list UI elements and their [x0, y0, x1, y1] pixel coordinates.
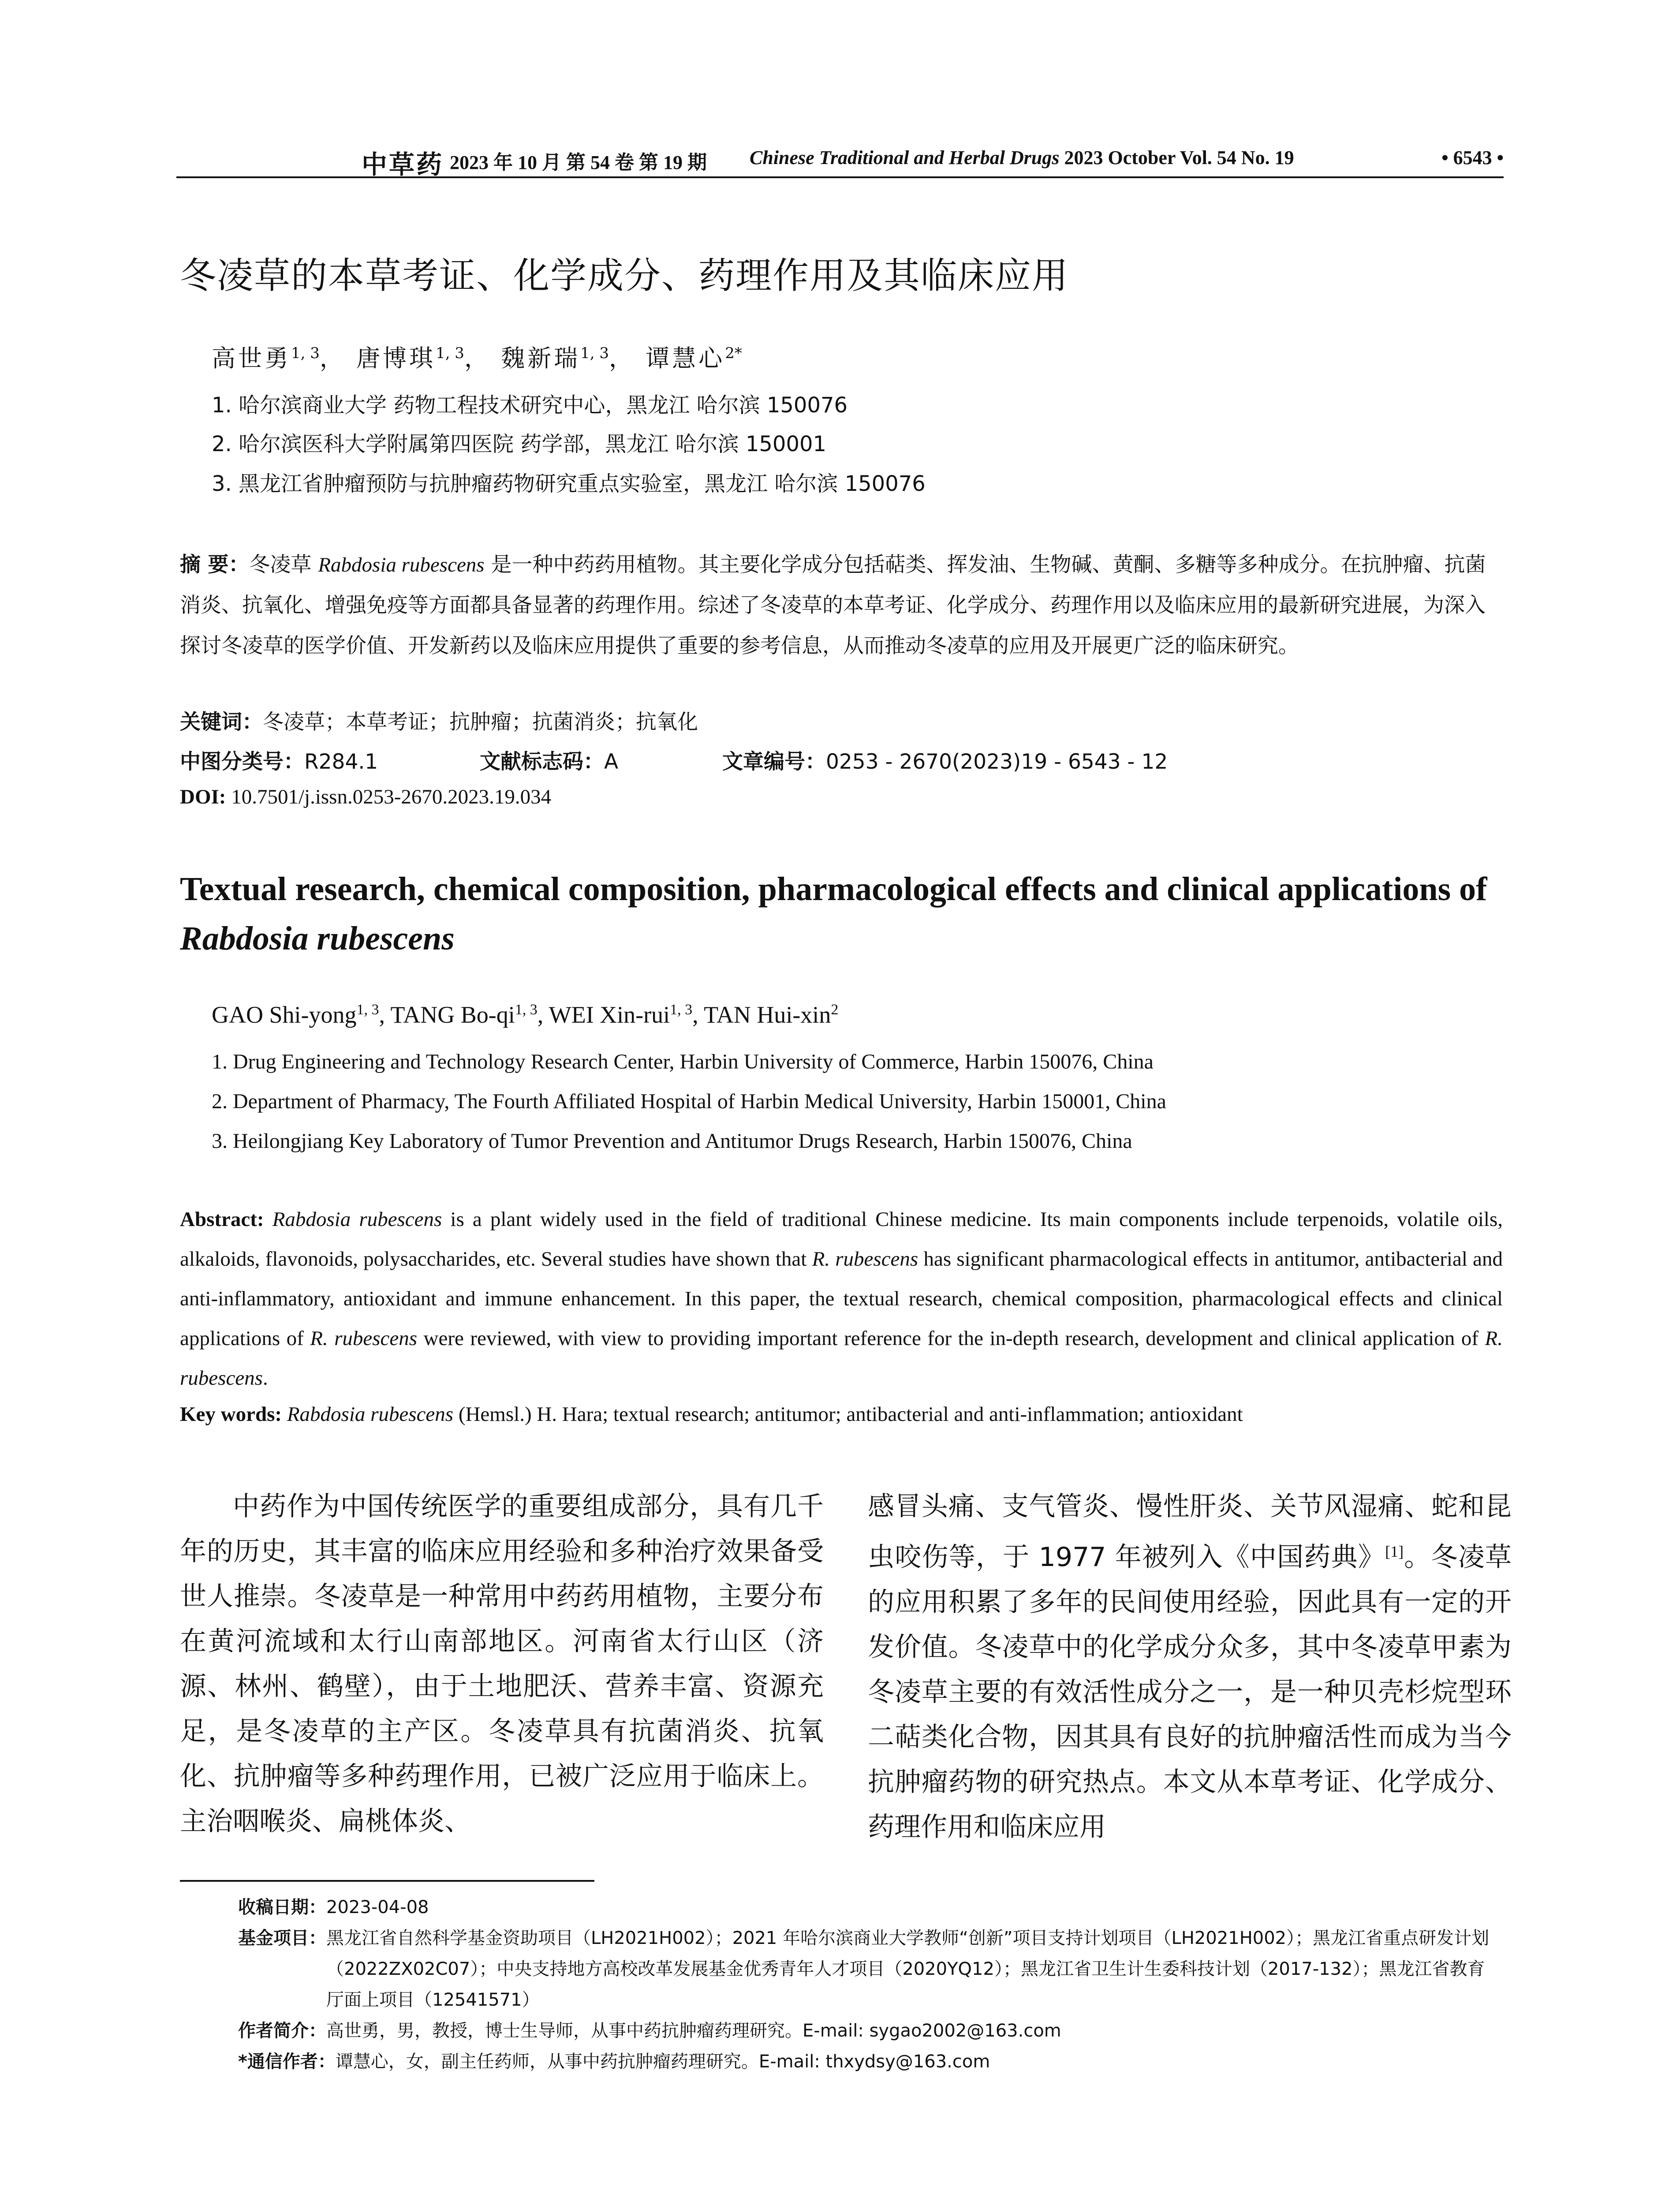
abstract-segment: is a plant widely used in the field of traditional Chinese medicine. Its main components include terpenoids, volatile oils, alkaloids, flavonoids, polysaccharides, etc. Several studies have shown that — [180, 1208, 1503, 1271]
abstract-label-cn: 摘 要： — [180, 553, 250, 577]
affiliation-en: 1. Drug Engineering and Technology Research Center, Harbin University of Commerce, Harbin 150076, China — [212, 1050, 1154, 1073]
page-number: • 6543 • — [1441, 147, 1504, 168]
footnote-author: 作者简介：高世勇，男，教授，博士生导师，从事中药抗肿瘤药理研究。E-mail: sygao2002@163.com — [238, 2021, 1061, 2041]
keywords-text-en: (Hemsl.) H. Hara; textual research; antitumor; antibacterial and anti-inflammation; antioxidant — [453, 1403, 1243, 1426]
latin-name: Rabdosia rubescens — [180, 920, 455, 957]
keywords-label-cn: 关键词： — [180, 710, 263, 734]
keywords-text: 冬凌草；本草考证；抗肿瘤；抗菌消炎；抗氧化 — [263, 710, 698, 734]
running-header — [176, 140, 1504, 179]
affiliation-cn: 2. 哈尔滨医科大学附属第四医院 药学部，黑龙江 哈尔滨 150001 — [212, 432, 827, 456]
keywords-cn — [180, 706, 698, 735]
abstract-text-en — [180, 1208, 1503, 1390]
abstract-segment: has significant pharmacological effects in antitumor, antibacterial and anti-inflammatory, antioxidant and immune enhancement. In this paper, the textual research, chemical composition, pharmacological effects and clinical applications of — [180, 1248, 1503, 1350]
abstract-segment: . — [262, 1367, 268, 1390]
issue-en: 2023 October Vol. 54 No. 19 — [1064, 147, 1294, 168]
latin-name: R. rubescens — [812, 1248, 918, 1271]
affiliation-cn: 3. 黑龙江省肿瘤预防与抗肿瘤药物研究重点实验室，黑龙江 哈尔滨 150076 — [212, 471, 926, 496]
issue-cn: 2023 年 10 月 第 54 卷 第 19 期 — [450, 152, 707, 173]
abstract-text: 是一种中药药用植物。其主要化学成分包括萜类、挥发油、生物碱、黄酮、多糖等多种成分。在抗肿瘤、抗菌消炎、抗氧化、增强免疫等方面都具备显著的药理作用。综述了冬凌草的本草考证、化学成分、药理作用以及临床应用的最新研究进展，为深入探讨冬凌草的医学价值、开发新药以及临床应用提供了重要的参考信息，从而推动冬凌草的应用及开展更广泛的临床研究。 — [180, 553, 1486, 658]
latin-name: Rabdosia rubescens — [287, 1403, 454, 1426]
author-cn: 魏新瑞 — [501, 344, 581, 372]
keywords-en — [180, 1402, 1503, 1426]
author-sup: 1, 3 — [436, 344, 464, 362]
latin-name: Rabdosia rubescens — [318, 553, 485, 576]
footnote-rule — [180, 1880, 594, 1882]
author-sup: 1, 3 — [291, 344, 320, 362]
clc: 中图分类号：R284.1 — [180, 750, 378, 774]
abstract-segment: were reviewed, with view to providing important reference for the in-depth research, development and clinical application of — [417, 1327, 1485, 1350]
author-cn: 唐博琪 — [356, 344, 436, 372]
body-column-right: 感冒头痛、支气管炎、慢性肝炎、关节风湿痛、蛇和昆虫咬伤等，于 1977 年被列入《中国药典》[1]。冬凌草的应用积累了多年的民间使用经验，因此具有一定的开发价值。冬凌草中的化学成分众多，其中冬凌草甲素为冬凌草主要的有效活性成分之一，是一种贝壳杉烷型环二萜类化合物，因其具有良好的抗肿瘤活性而成为当今抗肿瘤药物的研究热点。本文从本草考证、化学成分、药理作用和临床应用 — [868, 1491, 1512, 1842]
doi-label: DOI: — [180, 785, 226, 808]
doi — [180, 785, 551, 809]
footnote-corresponding: *通信作者：谭慧心，女，副主任药师，从事中药抗肿瘤药理研究。E-mail: thxydsy@163.com — [238, 2052, 990, 2072]
doi-link[interactable]: 10.7501/j.issn.0253-2670.2023.19.034 — [226, 785, 552, 808]
abstract-text: 冬凌草 — [249, 553, 318, 577]
abstract-en — [180, 1200, 1503, 1398]
footnote-received: 收稿日期：2023-04-08 — [238, 1897, 429, 1917]
affiliation-cn: 1. 哈尔滨商业大学 药物工程技术研究中心，黑龙江 哈尔滨 150076 — [212, 393, 848, 418]
footnote-fund: 基金项目：黑龙江省自然科学基金资助项目（LH2021H002）；2021 年哈尔滨商业大学教师“创新”项目支持计划项目（LH2021H002）；黑龙江省重点研发计划（2022ZX02C07）；中央支持地方高校改革发展基金优秀青年人才项目（2020YQ12）；黑龙江省卫生计生委科技计划（2017-132）；黑龙江省教育厅面上项目（12541571） — [238, 1928, 1490, 2010]
keywords-label-en: Key words: — [180, 1403, 282, 1426]
author-cn: 高世勇 — [212, 344, 291, 372]
journal-name-en: Chinese Traditional and Herbal Drugs 2023 October Vol. 54 No. 19 — [750, 147, 1294, 168]
author-cn: 谭慧心 — [646, 344, 725, 372]
affiliation-en: 2. Department of Pharmacy, The Fourth Affiliated Hospital of Harbin Medical University, Harbin 150001, China — [212, 1090, 1166, 1113]
abstract-label-en: Abstract: — [180, 1208, 264, 1231]
reference-link[interactable]: [1] — [1385, 1543, 1404, 1560]
latin-name: R. rubescens — [310, 1327, 418, 1350]
authors-cn: 高世勇$^{1, 3}$， 唐博琪$^{1, 3}$， 魏新瑞$^{1, 3}$， 谭慧心$^{2*}$ — [212, 344, 742, 372]
author-sup: 2* — [725, 344, 742, 362]
article-number: 文章编号：0253 - 2670(2023)19 - 6543 - 12 — [722, 750, 1168, 774]
latin-name: R. rubescens — [180, 1327, 1503, 1390]
author-sup: 1, 3 — [580, 344, 609, 362]
doc-code: 文献标志码：A — [480, 750, 619, 774]
body-column-left: 中药作为中国传统医学的重要组成部分，具有几千年的历史，其丰富的临床应用经验和多种治疗效果备受世人推崇。冬凌草是一种常用中药药用植物，主要分布在黄河流域和太行山南部地区。河南省太行山区（济源、林州、鹤壁），由于土地肥沃、营养丰富、资源充足，是冬凌草的主产区。冬凌草具有抗菌消炎、抗氧化、抗肿瘤等多种药理作用，已被广泛应用于临床上。主治咽喉炎、扁桃体炎、 — [180, 1491, 824, 1837]
affiliation-en: 3. Heilongjiang Key Laboratory of Tumor Prevention and Antitumor Drugs Research, Harbin 150076, China — [212, 1129, 1132, 1153]
latin-name: Rabdosia rubescens — [272, 1208, 442, 1231]
abstract-cn — [180, 545, 1503, 666]
header-rule — [176, 176, 1504, 178]
abstract-segment — [264, 1208, 273, 1231]
title-cn: 冬凌草的本草考证、化学成分、药理作用及其临床应用 — [180, 255, 1069, 297]
journal-name-cn: 中草药 — [362, 149, 444, 179]
authors-en: GAO Shi-yong$^{1, 3}$, TANG Bo-qi$^{1, 3}$, WEI Xin-rui$^{1, 3}$, TAN Hui-xin$^2$ — [212, 1002, 839, 1028]
title-en: Textual research, chemical composition, pharmacological effects and clinical applications of Rabdosia rubescens — [180, 871, 1487, 957]
